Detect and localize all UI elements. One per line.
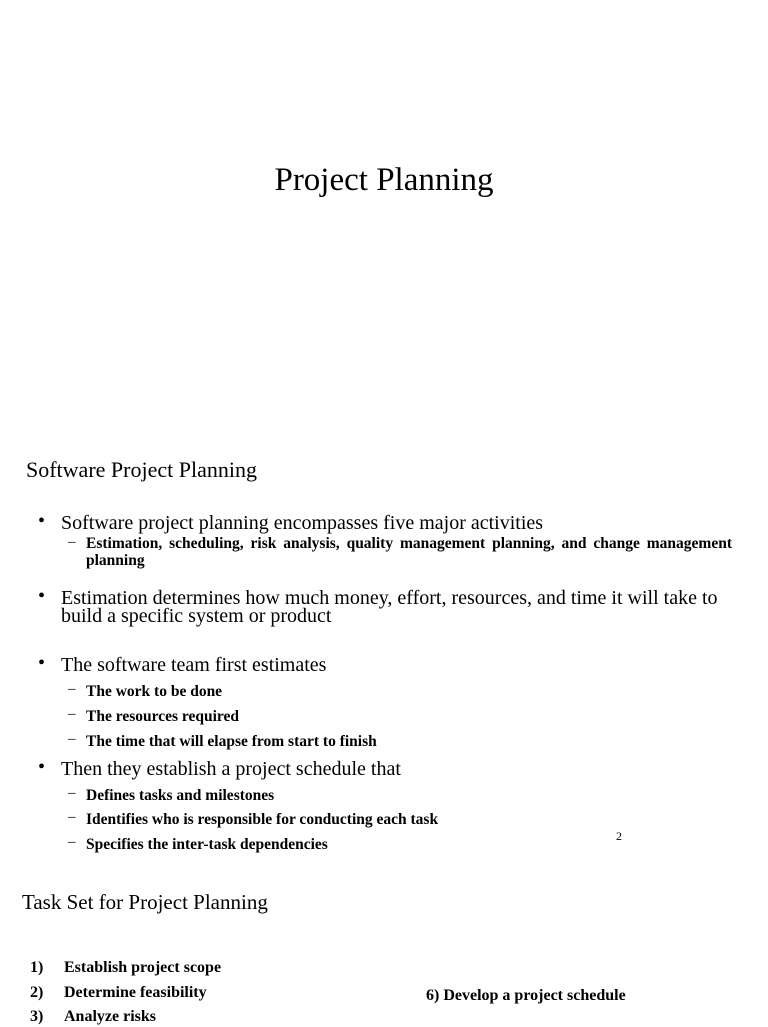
sub-bullet-marker: – bbox=[68, 809, 76, 825]
sub-bullet-text: Defines tasks and milestones bbox=[86, 787, 275, 804]
bullet-marker: • bbox=[38, 585, 46, 607]
sub-bullet-text: The time that will elapse from start to finish bbox=[86, 733, 377, 750]
bullet-text: Estimation determines how much money, effort, resources, and time it will take to build a specific system or product bbox=[61, 587, 718, 627]
sub-bullet-marker: – bbox=[68, 534, 76, 550]
sub-bullet-text: The work to be done bbox=[86, 683, 223, 700]
task-number: 2) bbox=[30, 984, 44, 1001]
bullet-marker: • bbox=[38, 652, 46, 674]
bullet-marker: • bbox=[38, 756, 46, 778]
bullet-text: The software team first estimates bbox=[61, 654, 327, 676]
sub-bullet-text: Specifies the inter-task dependencies bbox=[86, 836, 328, 853]
bullet-marker: • bbox=[38, 510, 46, 532]
task-label: Establish project scope bbox=[64, 959, 222, 976]
task-number: 3) bbox=[30, 1008, 44, 1025]
sub-bullet-marker: – bbox=[68, 681, 76, 697]
sub-bullet-text: The resources required bbox=[86, 708, 239, 725]
slide-heading: Software Project Planning bbox=[26, 457, 257, 482]
sub-bullet-marker: – bbox=[68, 834, 76, 850]
task-label: 6) Develop a project schedule bbox=[426, 987, 626, 1004]
sub-bullet-text: Estimation, scheduling, risk analysis, quality management planning, and change management planning bbox=[86, 535, 732, 569]
sub-bullet-marker: – bbox=[68, 731, 76, 747]
task-label: Analyze risks bbox=[64, 1008, 156, 1025]
task-label: Determine feasibility bbox=[64, 984, 207, 1001]
sub-bullet-marker: – bbox=[68, 785, 76, 801]
sub-bullet-marker: – bbox=[68, 706, 76, 722]
bullet-text: Then they establish a project schedule that bbox=[61, 758, 401, 780]
slide-title: Project Planning bbox=[274, 162, 494, 198]
page-number: 2 bbox=[616, 829, 622, 843]
sub-bullet-text: Identifies who is responsible for conducting each task bbox=[86, 811, 439, 828]
task-number: 1) bbox=[30, 959, 44, 976]
slide-heading: Task Set for Project Planning bbox=[22, 890, 268, 914]
bullet-text: Software project planning encompasses five major activities bbox=[61, 512, 544, 534]
